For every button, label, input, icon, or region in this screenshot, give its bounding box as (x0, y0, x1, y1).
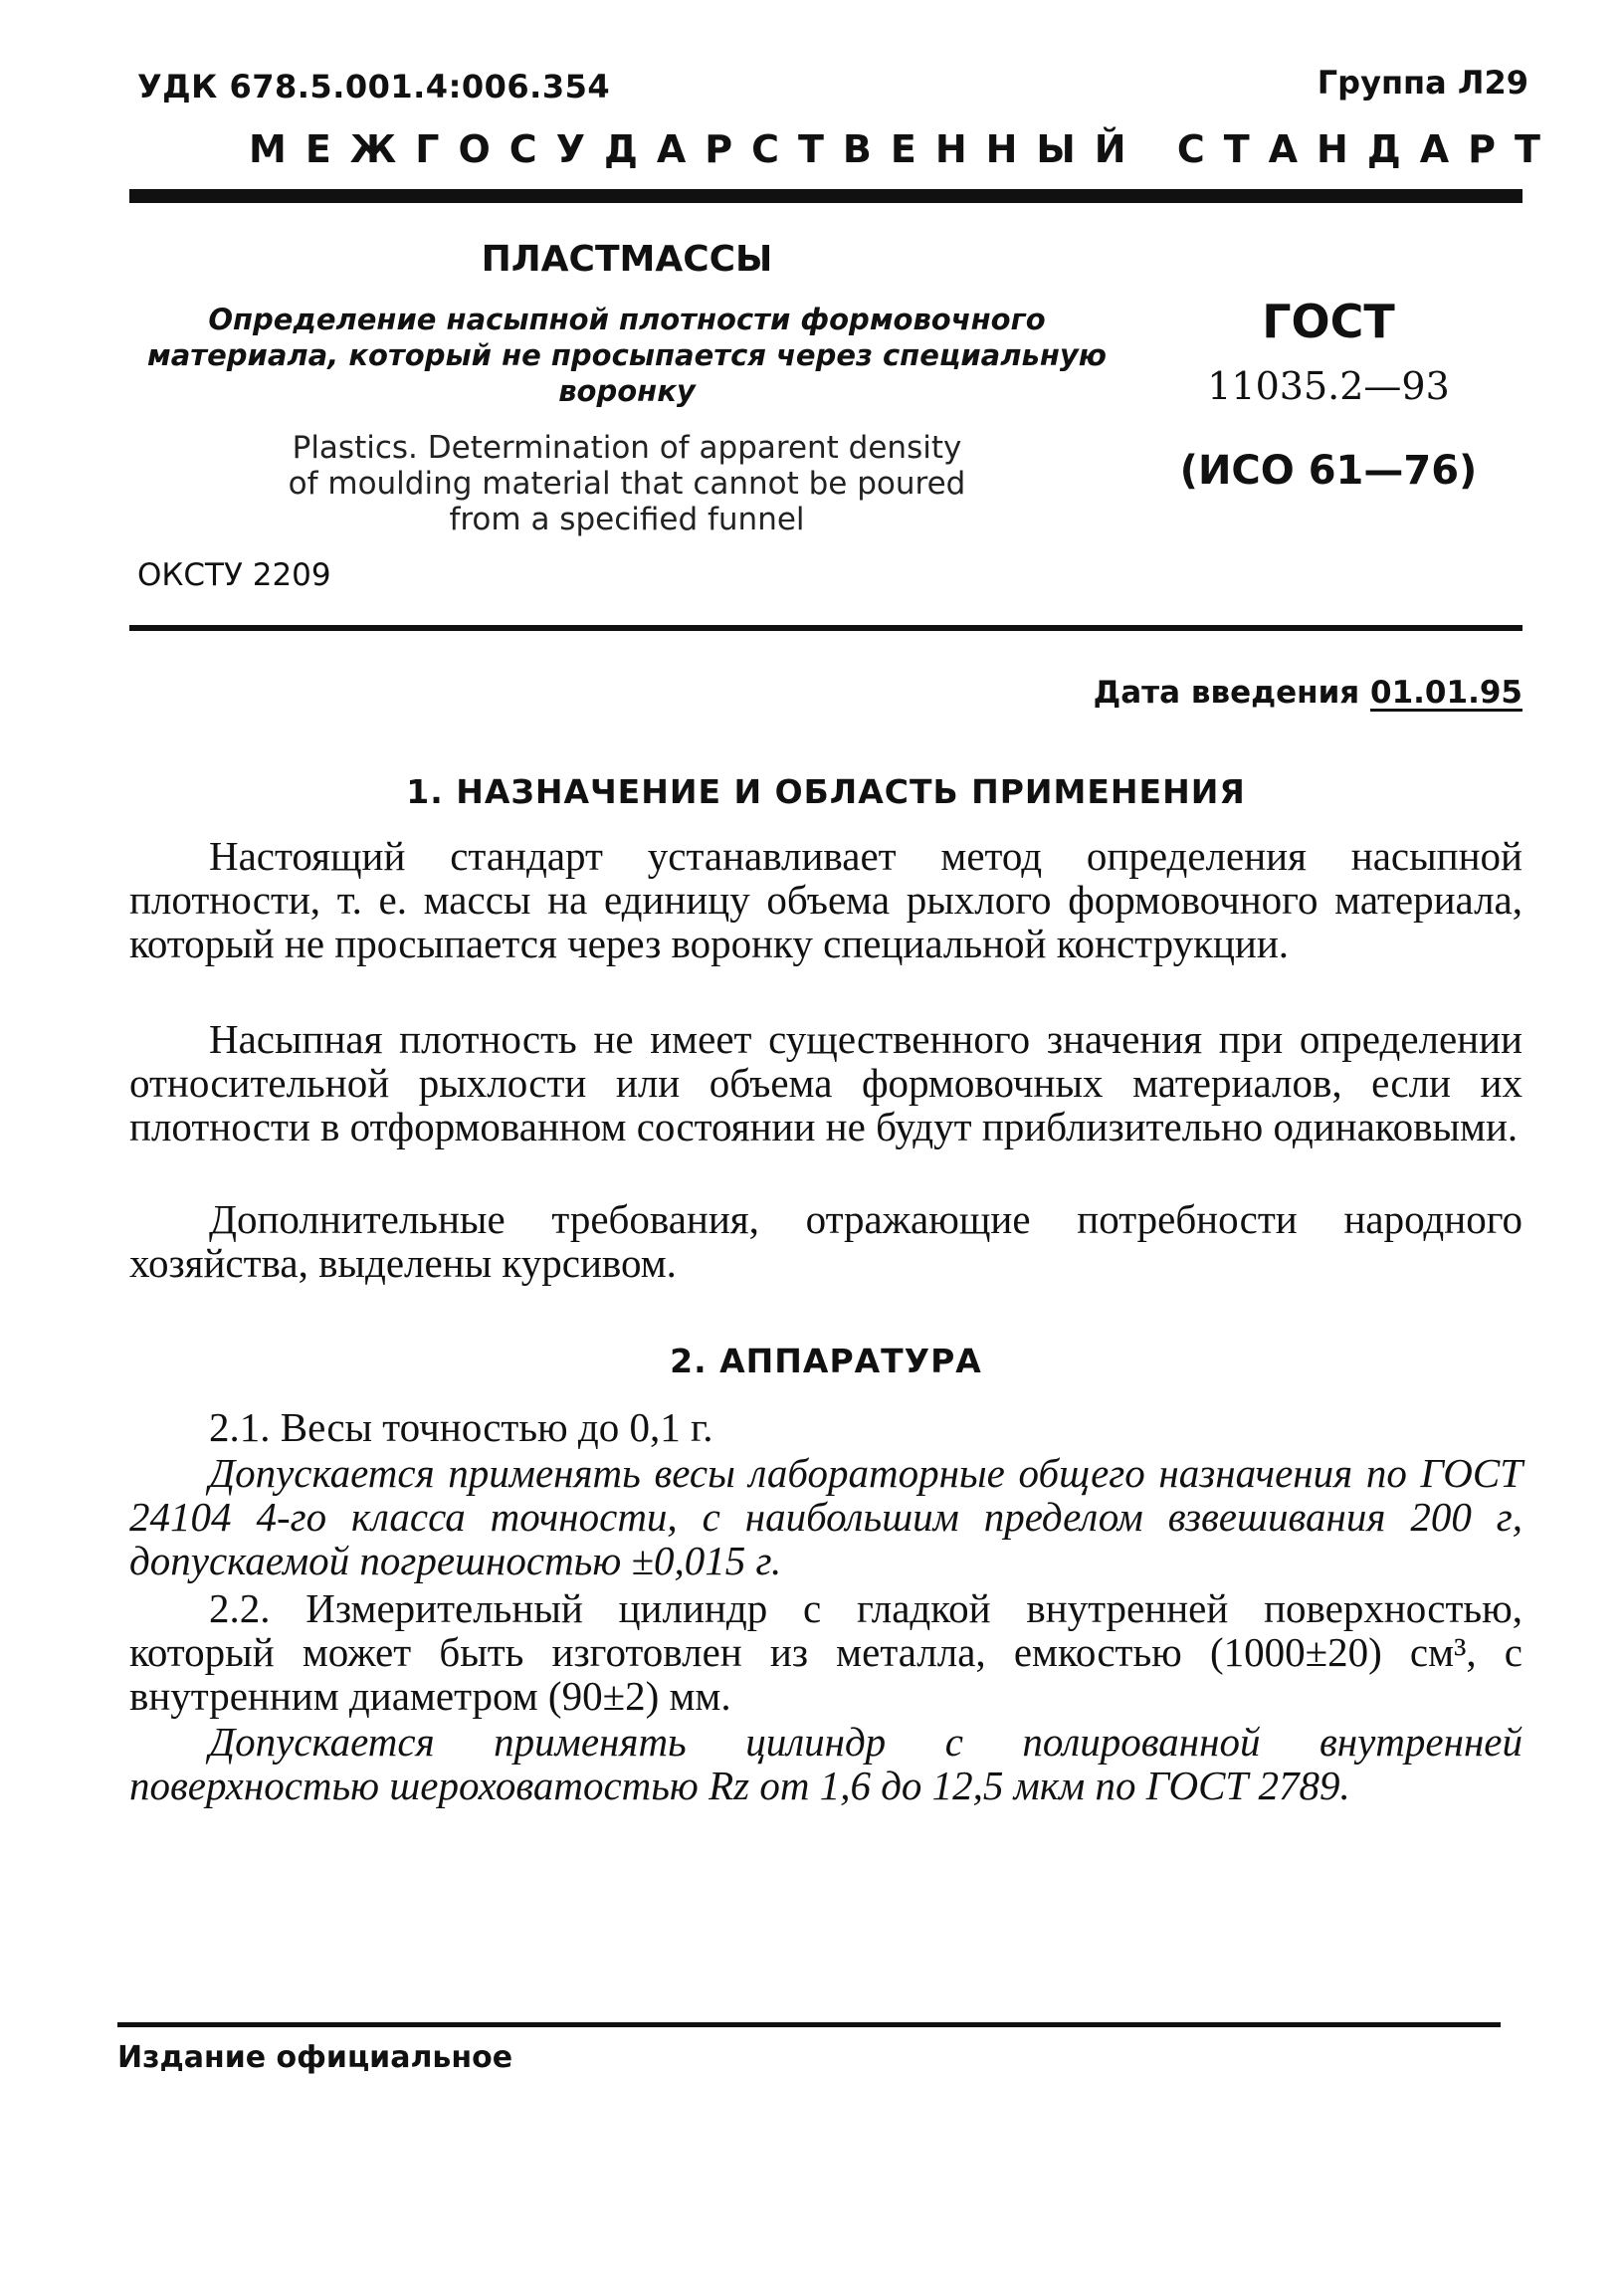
okstu-code: ОКСТУ 2209 (137, 557, 331, 593)
section-1-heading: 1. НАЗНАЧЕНИЕ И ОБЛАСТЬ ПРИМЕНЕНИЯ (406, 772, 1246, 811)
section-2-heading: 2. АППАРАТУРА (670, 1342, 982, 1380)
section-2-paragraph-2: 2.2. Измерительный цилиндр с гладкой внутренней поверхностью, который может быть изготовлен из металла, емкостью (1000±20) см³, с внутренним диаметром (90±2) мм. (129, 1585, 1522, 1719)
gost-label: ГОСТ (1262, 295, 1395, 348)
title-block-rule (129, 625, 1522, 631)
date-label: Дата введения (1093, 675, 1360, 711)
section-1-paragraph-1: Настоящий стандарт устанавливает метод определения насыпной плотности, т. е. массы на единицу объема рыхлого формовочного материала, который не просыпается через воронку специальной конструкции. (129, 833, 1522, 966)
russian-subtitle-line-1: Определение насыпной плотности формовочного (208, 303, 1046, 336)
russian-subtitle-line-2: материала, который не просыпается через специальную (147, 338, 1107, 372)
section-1-paragraph-2: Насыпная плотность не имеет существенного значения при определении относительной рыхлости или объема формовочных материалов, если их плотности в отформованном состоянии не будут приблизительно одинаковыми. (129, 1016, 1522, 1149)
official-edition-label: Издание официальное (117, 2040, 513, 2075)
russian-subtitle-line-3: воронку (558, 374, 696, 408)
english-subtitle-line-2: of moulding material that cannot be poured (288, 466, 966, 502)
header-rule (129, 189, 1522, 203)
udk-code: УДК 678.5.001.4:006.354 (137, 68, 611, 105)
group-code: Группа Л29 (1317, 64, 1528, 102)
section-2-paragraph-1: 2.1. Весы точностью до 0,1 г. (209, 1404, 713, 1450)
english-subtitle (179, 430, 1075, 537)
introduction-date (1094, 675, 1522, 711)
english-subtitle-line-1: Plastics. Determination of apparent density (292, 430, 962, 466)
russian-subtitle (129, 302, 1124, 409)
section-2-paragraph-1-note: Допускается применять весы лабораторные общего назначения по ГОСТ 24104 4-го класса точности, с наибольшим пределом взвешивания 200 г, допускаемой погрешностью ±0,015 г. (129, 1450, 1522, 1583)
date-value: 01.01.95 (1370, 675, 1522, 711)
section-2-paragraph-2-note: Допускается применять цилиндр с полированной внутренней поверхностью шероховатостью Rz от 1,6 до 12,5 мкм по ГОСТ 2789. (129, 1719, 1522, 1808)
interstate-standard-heading: МЕЖГОСУДАРСТВЕННЫЙ СТАНДАРТ (249, 127, 1559, 171)
english-subtitle-line-3: from a specified funnel (449, 502, 805, 537)
gost-number: 11035.2—93 (1207, 364, 1450, 408)
footer-rule (117, 2022, 1501, 2027)
document-title: ПЛАСТМАССЫ (481, 239, 773, 280)
iso-reference: (ИСО 61—76) (1179, 448, 1478, 494)
section-1-paragraph-3: Дополнительные требования, отражающие потребности народного хозяйства, выделены курсивом. (129, 1196, 1522, 1286)
